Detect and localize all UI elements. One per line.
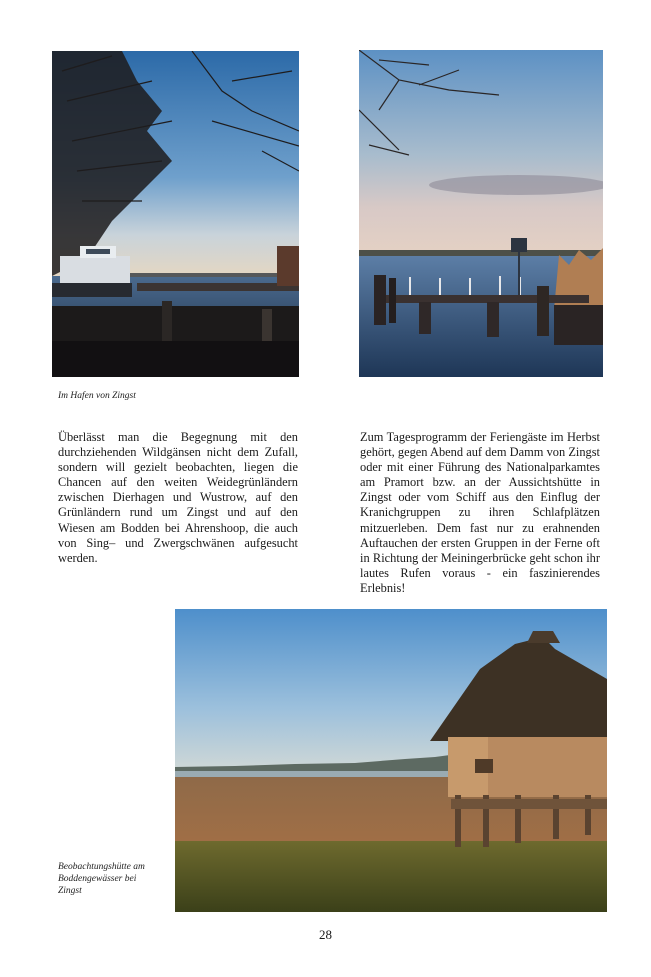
harbor-photo <box>52 51 299 377</box>
observation-hut-photo <box>175 609 607 912</box>
jetty-photo <box>359 50 603 377</box>
caption-hut-line-3: Zingst <box>58 886 82 896</box>
paragraph-left: Überlässt man die Begegnung mit den durchziehenden Wildgänsen nicht dem Zufall, sondern will gezielt beobachten, liegen die Chancen auf den weiten Weidegrünländern zwischen Dierhagen und Wustrow, auf den Grünländern rund um Zingst und auf den Wiesen am Bodden bei Ahrenshoop, die auch von Sing– und Zwergschwänen aufgesucht werden. <box>58 430 298 565</box>
caption-hut-line-2: Boddengewässer bei <box>58 874 137 884</box>
caption-hut-line-1: Beobachtungshütte am <box>58 862 145 872</box>
paragraph-right: Zum Tagesprogramm der Feriengäste im Herbst gehört, gegen Abend auf dem Damm von Zingst oder mit einer Führung des Nationalparkamtes am Pramort bzw. an der Aussichtshütte in Zingst oder vom Schiff aus den Einflug der Kranichgruppen zu ihren Schlafplätzen mitzuerleben. Dem fast nur zu erahnenden Auftauchen der ersten Gruppen in der Ferne oft in Richtung der Meiningerbrücke geht schon ihr lautes Rufen voraus - ein faszinierendes Erlebnis! <box>360 430 600 595</box>
page-number: 28 <box>319 927 332 942</box>
caption-hut <box>58 861 145 897</box>
caption-harbor: Im Hafen von Zingst <box>58 391 136 401</box>
